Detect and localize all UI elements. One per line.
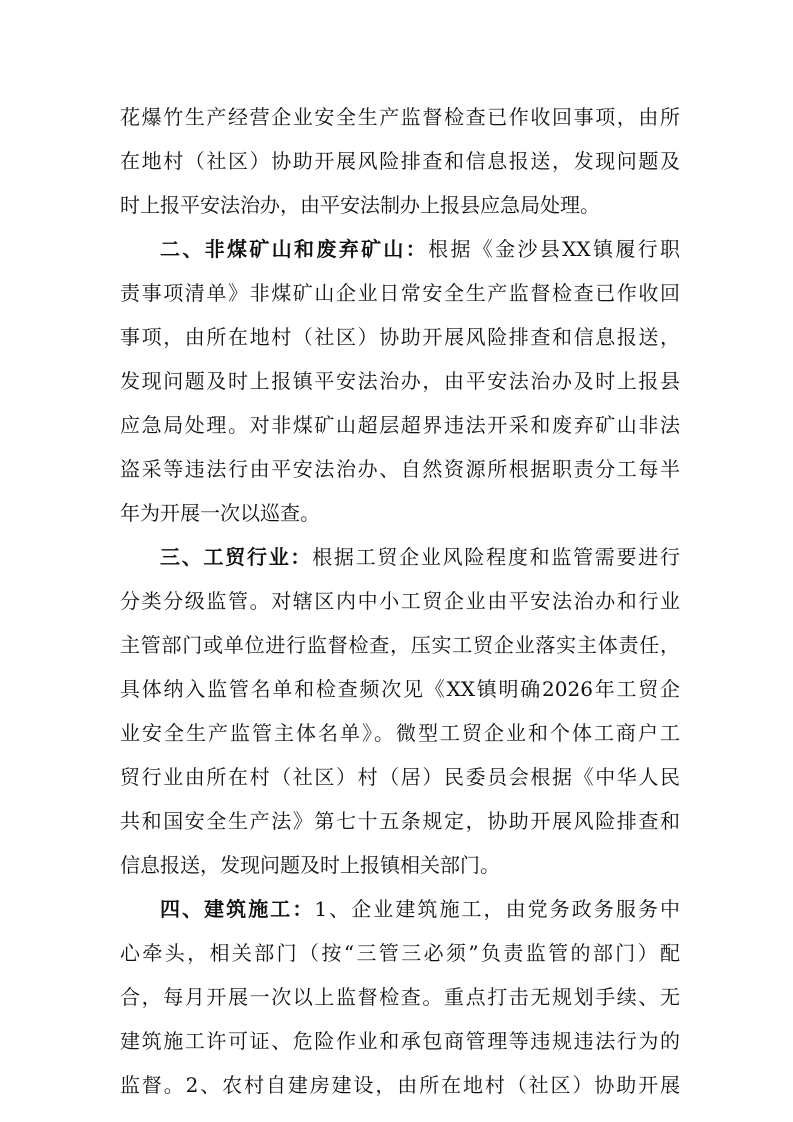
- text-line: 共和国安全生产法》第七十五条规定，协助开展风险排查和: [120, 809, 680, 833]
- section-heading: 二、非煤矿山和废弃矿山：: [160, 237, 429, 261]
- text-line: 责事项清单》非煤矿山企业日常安全生产监督检查已作收回: [120, 281, 680, 305]
- text-line: 分类分级监管。对辖区内中小工贸企业由平安法治办和行业: [120, 589, 680, 613]
- text-line: 主管部门或单位进行监督检查，压实工贸企业落实主体责任，: [120, 633, 680, 657]
- text-line: 发现问题及时上报镇平安法治办，由平安法治办及时上报县: [120, 369, 680, 393]
- text-line: 时上报平安法治办，由平安法制办上报县应急局处理。: [120, 193, 600, 217]
- text-line: 事项，由所在地村（社区）协助开展风险排查和信息报送，: [120, 325, 680, 349]
- section-heading: 三、工贸行业：: [160, 545, 313, 569]
- section-first-line: [120, 537, 680, 577]
- text-line: 应急局处理。对非煤矿山超层超界违法开采和废弃矿山非法: [120, 413, 680, 437]
- text-span: 根据工贸企业风险程度和监管需要进行: [312, 545, 680, 569]
- text-line: 监督。2、农村自建房建设，由所在地村（社区）协助开展: [120, 1073, 680, 1097]
- text-line: 心牵头，相关部门（按“三管三必须”负责监管的部门）配: [120, 941, 680, 965]
- text-line: 贸行业由所在村（社区）村（居）民委员会根据《中华人民: [120, 765, 680, 789]
- text-line: 业安全生产监管主体名单》。微型工贸企业和个体工商户工: [120, 721, 680, 745]
- text-line: 花爆竹生产经营企业安全生产监督检查已作收回事项，由所: [120, 105, 680, 129]
- section-first-line: [120, 229, 680, 269]
- section-first-line: [120, 889, 680, 929]
- section-heading: 四、建筑施工：: [160, 897, 315, 921]
- text-line: 合，每月开展一次以上监督检查。重点打击无规划手续、无: [120, 985, 680, 1009]
- text-line: 信息报送，发现问题及时上报镇相关部门。: [120, 853, 500, 877]
- text-line: 建筑施工许可证、危险作业和承包商管理等违规违法行为的: [120, 1029, 680, 1053]
- text-span: 1、企业建筑施工，由党务政务服务中: [314, 897, 680, 921]
- text-line: 年为开展一次以巡查。: [120, 501, 320, 525]
- text-line: 盗采等违法行由平安法治办、自然资源所根据职责分工每半: [120, 457, 680, 481]
- text-line: 在地村（社区）协助开展风险排查和信息报送，发现问题及: [120, 149, 680, 173]
- text-span: 根据《金沙县XX镇履行职: [428, 237, 680, 261]
- text-line: 具体纳入监管名单和检查频次见《XX镇明确2026年工贸企: [120, 677, 680, 701]
